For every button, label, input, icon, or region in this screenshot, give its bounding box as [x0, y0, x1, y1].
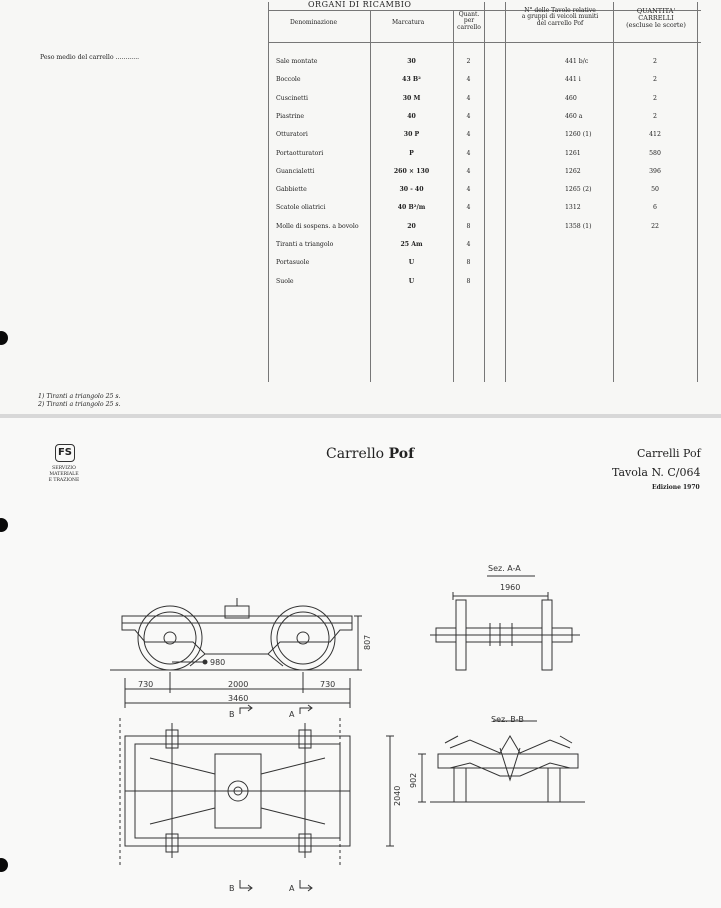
section-bb-label: Sez. B-B [491, 715, 524, 724]
footnote: 2) Tiranti a triangolo 25 s. [38, 401, 121, 408]
cell-qty: 4 [466, 167, 471, 175]
cell-name: Suole [276, 277, 294, 285]
cell-table: 441 b/c [565, 58, 589, 65]
cell-count: 2 [653, 112, 657, 120]
cell-mark: 40 [407, 112, 416, 120]
cell-qty: 8 [466, 259, 471, 267]
cell-mark: 25 Am [400, 241, 423, 248]
side-view [110, 598, 362, 708]
cell-name: Portaotturatori [276, 149, 324, 157]
cell-count: 580 [649, 149, 661, 157]
dim-730-right: 730 [320, 680, 336, 689]
section-bb-view [418, 721, 585, 802]
page-title: Carrello Pof [326, 446, 415, 462]
cell-table: 1260 (1) [565, 131, 592, 139]
cell-qty: 4 [466, 76, 471, 84]
col-rule [370, 10, 371, 382]
cell-qty: 4 [466, 241, 471, 248]
cell-count: 2 [653, 76, 657, 84]
cell-count: 22 [651, 222, 659, 230]
dim-2040: 2040 [393, 785, 402, 806]
group-title: ORGANI DI RICAMBIO [308, 0, 412, 9]
cell-qty: 4 [466, 112, 471, 120]
cell-name: Sale montate [276, 58, 318, 65]
weight-label: Peso medio del carrello ............ [40, 54, 140, 61]
cell-table: 1312 [565, 204, 581, 212]
cell-name: Guancialetti [276, 167, 315, 175]
edition: Edizione 1970 [652, 484, 700, 491]
header-qty: Quant. per carrello [457, 11, 481, 31]
plan-view [120, 705, 394, 891]
cell-table: 1261 [565, 149, 581, 157]
marker-b-bottom: B [229, 884, 235, 893]
cell-name: Otturatori [276, 131, 308, 139]
header-tables: N° delle Tavole relative a gruppi di veicoli muniti del carrello Pof [521, 7, 599, 27]
cell-qty: 4 [466, 186, 471, 194]
cell-name: Tiranti a triangolo [276, 241, 334, 248]
drawing-sheet [0, 418, 721, 908]
col-rule [453, 10, 454, 382]
cell-name: Scatole oliatrici [276, 204, 326, 212]
cell-mark: U [408, 259, 415, 267]
dim-807: 807 [363, 634, 372, 650]
dim-1960: 1960 [500, 583, 521, 592]
cell-qty: 8 [466, 222, 471, 230]
cell-name: Portasuole [276, 259, 310, 267]
cell-table: 1262 [565, 167, 581, 175]
dim-2000: 2000 [228, 680, 249, 689]
cell-name: Gabbiette [276, 186, 307, 194]
cell-table: 441 i [565, 76, 581, 84]
cell-mark: 20 [407, 222, 416, 230]
cell-mark: 260 × 130 [393, 167, 430, 175]
org-label: SERVIZIO MATERIALE E TRAZIONE [48, 466, 80, 483]
cell-mark: P [409, 149, 414, 157]
cell-table: 460 a [565, 112, 583, 120]
cell-qty: 2 [466, 58, 471, 65]
cell-qty: 4 [466, 94, 471, 102]
dim-902: 902 [409, 772, 418, 788]
cell-table: 460 [565, 94, 577, 102]
cell-mark: 30 M [402, 94, 421, 102]
col-rule [268, 2, 269, 382]
cell-mark: 40 B²/m [397, 204, 426, 212]
cell-name: Cuscinetti [276, 94, 308, 102]
cell-mark: 30 - 40 [399, 186, 424, 194]
fs-logo: FS [55, 444, 75, 462]
cell-count: 2 [653, 58, 657, 65]
cell-mark: 30 [407, 58, 416, 65]
binder-hole [0, 331, 8, 345]
section-aa-label: Sez. A-A [488, 564, 521, 573]
spare-parts-sheet [0, 0, 721, 414]
cell-count: 412 [649, 131, 661, 139]
dim-3460: 3460 [228, 694, 249, 703]
cell-name: Molle di sospens. a bovolo [276, 222, 359, 230]
col-rule [505, 2, 506, 382]
col-rule [697, 2, 698, 382]
cell-mark: U [408, 277, 415, 285]
bogie-drawing [0, 418, 721, 908]
marker-b-top: B [229, 710, 235, 719]
right-title: Carrelli Pof [637, 447, 701, 460]
cell-count: 6 [653, 204, 657, 212]
cell-count: 50 [651, 186, 659, 194]
header-name: Denominazione [290, 19, 337, 26]
dim-730-left: 730 [138, 680, 154, 689]
col-rule [484, 2, 485, 382]
cell-name: Piastrine [276, 112, 305, 120]
cell-count: 2 [653, 94, 657, 102]
marker-a-bottom: A [289, 884, 295, 893]
marker-a-top: A [289, 710, 295, 719]
cell-qty: 4 [466, 204, 471, 212]
cell-qty: 4 [466, 149, 471, 157]
header-count: QUANTITA' CARRELLI (escluse le scorte) [626, 7, 686, 29]
cell-mark: 43 B² [402, 76, 421, 84]
cell-qty: 8 [466, 277, 471, 285]
footnote: 1) Tiranti a triangolo 25 s. [38, 393, 121, 400]
cell-count: 396 [649, 167, 661, 175]
cell-name: Boccole [276, 76, 301, 84]
cell-mark: 30 P [403, 131, 420, 139]
cell-table: 1265 (2) [565, 186, 592, 194]
table-number: Tavola N. C/064 [612, 466, 701, 479]
cell-qty: 4 [466, 131, 471, 139]
cell-table: 1358 (1) [565, 222, 592, 230]
dim-980: 980 [210, 658, 226, 667]
header-mark: Marcatura [392, 19, 425, 26]
